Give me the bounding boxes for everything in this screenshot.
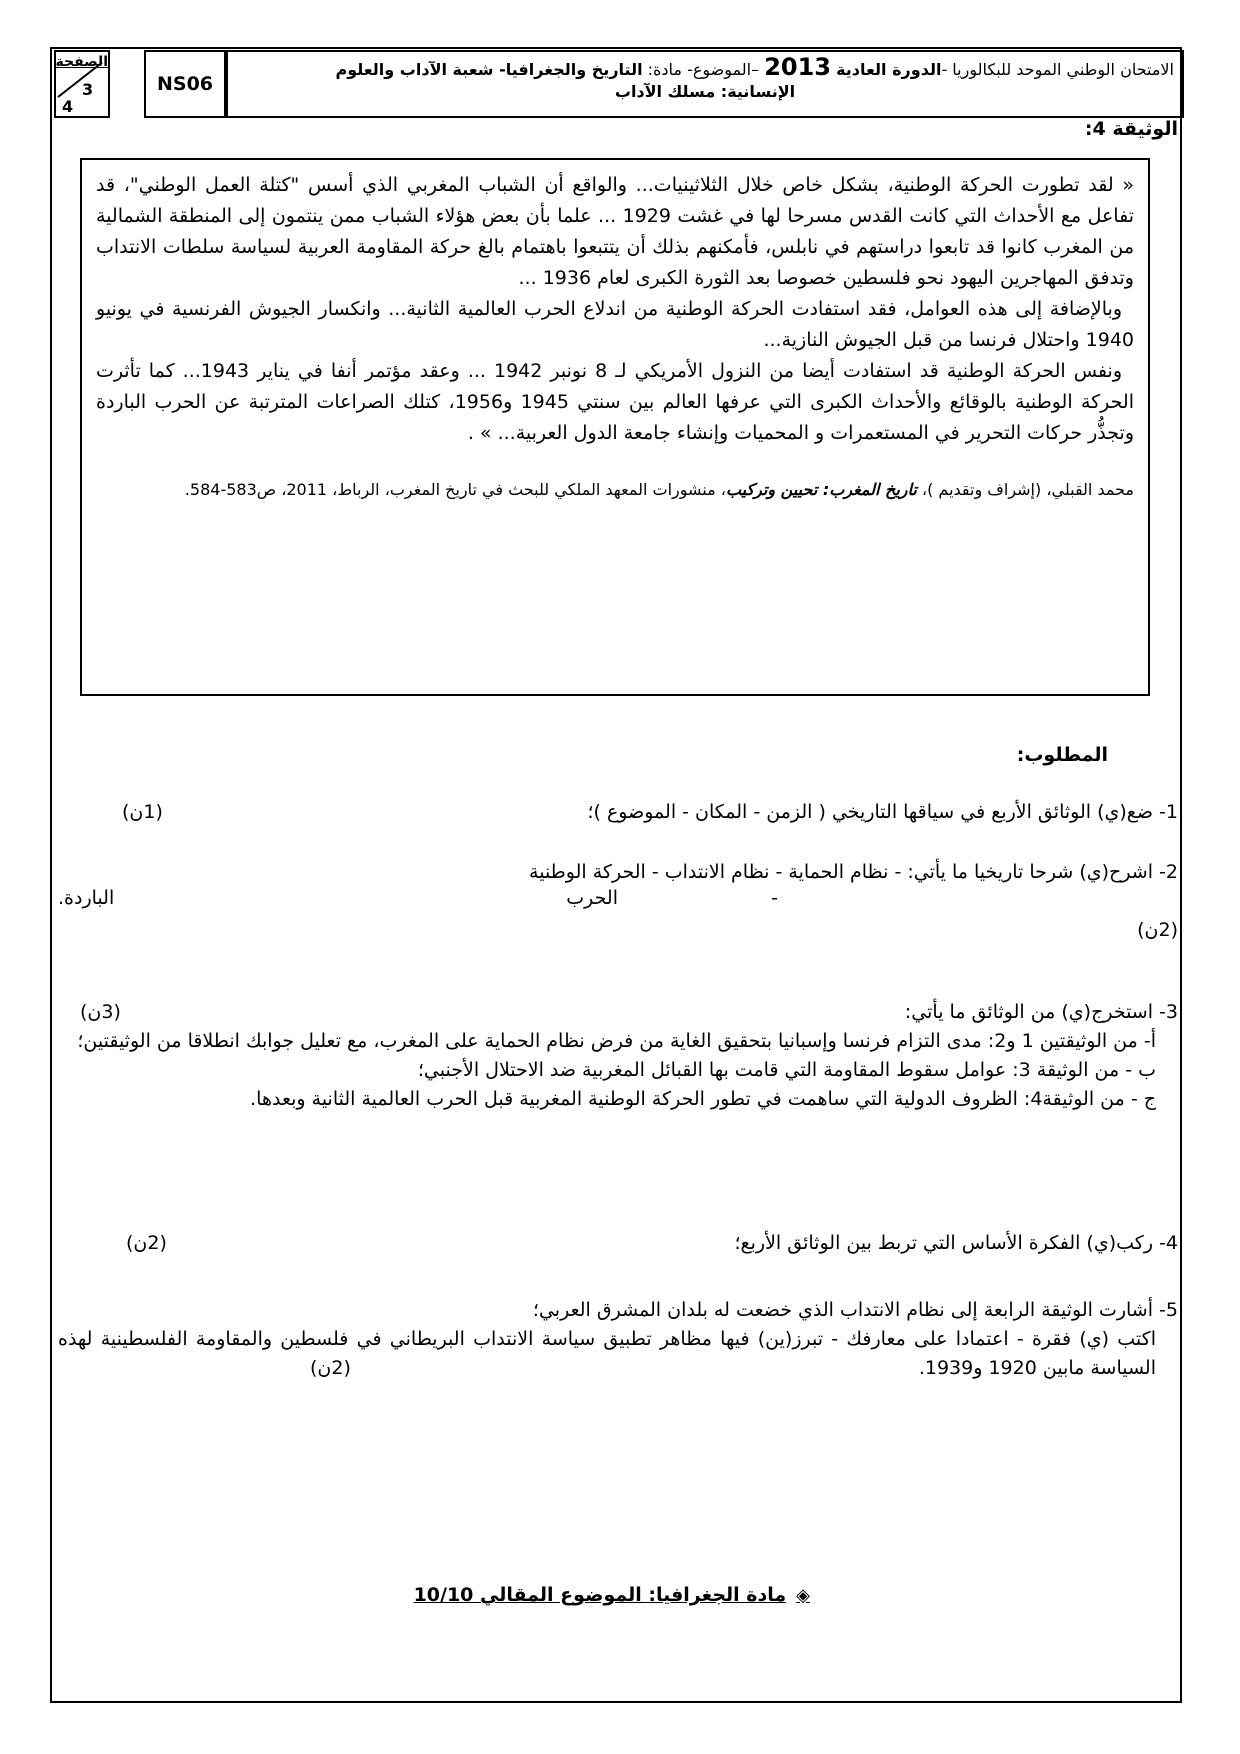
page-number: 3 bbox=[82, 80, 94, 99]
question-4-text: 4- ركب(ي) الفكرة الأساس التي تربط بين الوثائق الأربع؛ bbox=[734, 1232, 1178, 1254]
required-heading: المطلوب: bbox=[1016, 744, 1108, 766]
question-2-points: (2ن) bbox=[1137, 919, 1178, 941]
page-total: 4 bbox=[62, 97, 74, 116]
header-line-1: الامتحان الوطني الموحد للبكالوريا -الدورة العادية 2013 –الموضوع- مادة: التاريخ والجغرافيا- شعبة الآداب والعلوم bbox=[335, 53, 1174, 81]
question-2 bbox=[58, 858, 1178, 958]
exam-code: NS06 bbox=[144, 50, 226, 118]
geography-section-title bbox=[414, 1584, 810, 1606]
question-5-body: اكتب (ي) فقرة - اعتمادا على معارفك - تبرز(ين) فيها مظاهر تطبيق سياسة الانتداب البريطاني في فلسطين والمقاومة الفلسطينية لهذه السياسة مابين 1920 و1939. bbox=[58, 1328, 1156, 1379]
document-4-paragraph-3: ونفس الحركة الوطنية قد استفادت أيضا من النزول الأمريكي لـ 8 نونبر 1942 ... وعقد مؤتمر أنفا في يناير 1943... كما تأثرت الحركة الوطنية بالوقائع والأحداث الكبرى التي عرفها العالم بين سنتي 1945 و1956، كتلك الصراعات المترتبة عن الحرب الباردة وتجذُّر حركات التحرير في المستعمرات و المحميات وإنشاء جامعة الدول العربية... » . bbox=[96, 360, 1135, 444]
document-4-heading: الوثيقة 4: bbox=[1084, 118, 1178, 140]
page-label: الصفحة bbox=[55, 54, 108, 70]
document-4-paragraph-2: وبالإضافة إلى هذه العوامل، فقد استفادت الحركة الوطنية من اندلاع الحرب العالمية الثانية... وانكسار الجيوش الفرنسية في يونيو 1940 واحتلال فرنسا من قبل الجيوش النازية... bbox=[96, 298, 1134, 351]
question-2-war: الحرب bbox=[566, 887, 618, 909]
question-3-points: (3ن) bbox=[80, 1001, 121, 1023]
question-3-text: 3- استخرج(ي) من الوثائق ما يأتي: bbox=[904, 1001, 1178, 1023]
question-1 bbox=[58, 798, 1178, 827]
question-3-c: ج - من الوثيقة4: الظروف الدولية التي ساهمت في تطور الحركة الوطنية المغربية قبل الحرب العالمية الثانية وبعدها. bbox=[250, 1088, 1156, 1110]
document-4-box bbox=[80, 158, 1150, 696]
question-3-b: ب - من الوثيقة 3: عوامل سقوط المقاومة التي قامت بها القبائل المغربية ضد الاحتلال الأجنبي؛ bbox=[417, 1059, 1156, 1081]
question-1-text: 1- ضع(ي) الوثائق الأربع في سياقها التاريخي ( الزمن - المكان - الموضوع )؛ bbox=[587, 801, 1178, 823]
question-5-text: 5- أشارت الوثيقة الرابعة إلى نظام الانتداب الذي خضعت له بلدان المشرق العربي؛ bbox=[532, 1299, 1178, 1321]
question-5-points: (2ن) bbox=[310, 1357, 351, 1379]
document-4-paragraph-1: « لقد تطورت الحركة الوطنية، بشكل خاص خلال الثلاثينيات... والواقع أن الشباب المغربي الذي أسس "كتلة العمل الوطني"، قد تفاعل مع الأحداث التي كانت القدس مسرحا لها في غشت 1929 ... علما بأن بعض هؤلاء الشباب ممن ينتمون إلى المنطقة الشمالية من المغرب كانوا قد تابعوا دراستهم في نابلس، فأمكنهم بذلك أن يتتبعوا باهتمام بالغ حركة المقاومة العربية لسياسة سلطات الانتداب وتدفق المهاجرين اليهود نحو فلسطين خصوصا بعد الثورة الكبرى لعام 1936 ... bbox=[96, 174, 1134, 289]
header-track: الإنسانية: مسلك الآداب bbox=[614, 82, 796, 101]
question-3 bbox=[58, 998, 1178, 1114]
question-2-dash: - bbox=[771, 887, 778, 909]
question-2-cold: الباردة. bbox=[58, 887, 115, 909]
question-5 bbox=[58, 1296, 1178, 1383]
document-4-source: محمد القبلي، (إشراف وتقديم )، تاريخ المغرب: تحيين وتركيب، منشورات المعهد الملكي للبحث في تاريخ المغرب، الرباط، 2011، ص583-584. bbox=[184, 480, 1134, 499]
page-indicator bbox=[54, 50, 110, 118]
question-2-line-1: 2- اشرح(ي) شرحا تاريخيا ما يأتي: - نظام الحماية - نظام الانتداب - الحركة الوطنية bbox=[529, 861, 1178, 883]
question-3-a: أ- من الوثيقتين 1 و2: مدى التزام فرنسا وإسبانيا بتحقيق الغاية من فرض نظام الحماية على المغرب، مع تعليل جوابك انطلاقا من الوثيقتين؛ bbox=[77, 1030, 1156, 1052]
exam-header-title bbox=[226, 50, 1184, 118]
geography-title-text: مادة الجغرافيا: الموضوع المقالي 10/10 bbox=[413, 1584, 787, 1606]
question-1-points: (1ن) bbox=[122, 801, 163, 823]
diamond-bullet-icon: ◈ bbox=[796, 1584, 810, 1606]
question-4 bbox=[58, 1229, 1178, 1258]
question-4-points: (2ن) bbox=[126, 1232, 167, 1254]
